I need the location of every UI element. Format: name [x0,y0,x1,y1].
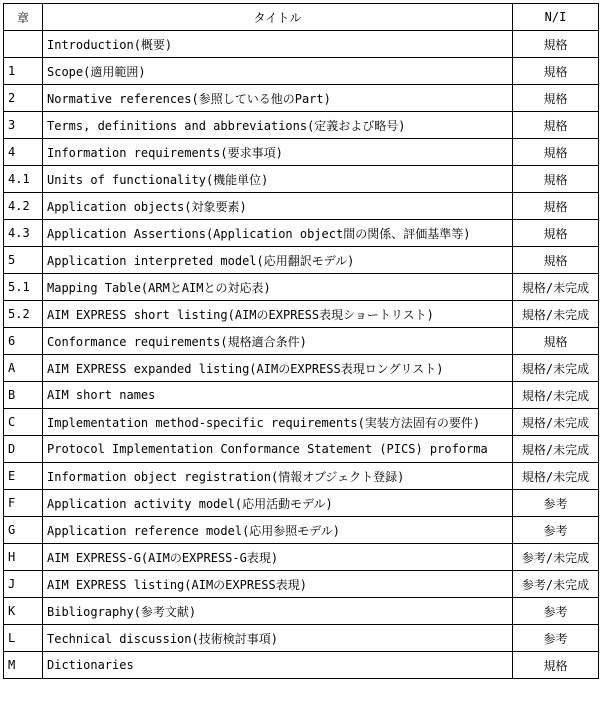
title-cell: AIM EXPRESS-G(AIMのEXPRESS-G表現) [43,544,513,571]
table-row [4,193,599,220]
header-row [4,4,599,31]
ni-cell: 規格 [513,652,599,679]
title-cell: Application activity model(応用活動モデル) [43,490,513,517]
spec-table [3,3,599,679]
ni-cell: 規格/未完成 [513,301,599,328]
chapter-cell: 5.1 [4,274,43,301]
chapter-cell: L [4,625,43,652]
chapter-cell: M [4,652,43,679]
title-cell: Conformance requirements(規格適合条件) [43,328,513,355]
ni-cell: 規格/未完成 [513,274,599,301]
ni-cell: 参考/未完成 [513,571,599,598]
chapter-cell: J [4,571,43,598]
table-row [4,517,599,544]
ni-cell: 参考 [513,625,599,652]
title-cell: Mapping Table(ARMとAIMとの対応表) [43,274,513,301]
title-cell: Information object registration(情報オブジェクト登録) [43,463,513,490]
header-title: タイトル [43,4,513,31]
title-cell: Application reference model(応用参照モデル) [43,517,513,544]
table-row [4,571,599,598]
ni-cell: 参考 [513,598,599,625]
title-cell: Implementation method-specific requirements(実装方法固有の要件) [43,409,513,436]
table-row [4,85,599,112]
chapter-cell: 4.2 [4,193,43,220]
chapter-cell: 3 [4,112,43,139]
chapter-cell: 5 [4,247,43,274]
title-cell: AIM EXPRESS short listing(AIMのEXPRESS表現ショートリスト) [43,301,513,328]
chapter-cell: H [4,544,43,571]
table-row [4,409,599,436]
ni-cell: 規格 [513,220,599,247]
ni-cell: 規格 [513,166,599,193]
chapter-cell: 4 [4,139,43,166]
table-row [4,301,599,328]
title-cell: AIM EXPRESS listing(AIMのEXPRESS表現) [43,571,513,598]
ni-cell: 規格 [513,193,599,220]
table-row [4,490,599,517]
ni-cell: 規格 [513,85,599,112]
chapter-cell: B [4,382,43,409]
title-cell: Units of functionality(機能単位) [43,166,513,193]
title-cell: Application objects(対象要素) [43,193,513,220]
chapter-cell: 1 [4,58,43,85]
title-cell: Application interpreted model(応用翻訳モデル) [43,247,513,274]
chapter-cell: 6 [4,328,43,355]
table-row [4,220,599,247]
header-chapter: 章 [4,4,43,31]
table-row [4,247,599,274]
ni-cell: 参考 [513,517,599,544]
header-ni: N/I [513,4,599,31]
ni-cell: 規格/未完成 [513,382,599,409]
table-row [4,274,599,301]
chapter-cell: F [4,490,43,517]
chapter-cell: E [4,463,43,490]
title-cell: Scope(適用範囲) [43,58,513,85]
ni-cell: 規格 [513,112,599,139]
ni-cell: 参考/未完成 [513,544,599,571]
chapter-cell: 5.2 [4,301,43,328]
ni-cell: 規格 [513,328,599,355]
table-row [4,625,599,652]
table-row [4,436,599,463]
ni-cell: 規格/未完成 [513,436,599,463]
table-row [4,139,599,166]
table-row [4,598,599,625]
chapter-cell: D [4,436,43,463]
title-cell: Application Assertions(Application object間の関係、評価基準等) [43,220,513,247]
chapter-cell: 4.1 [4,166,43,193]
chapter-cell: K [4,598,43,625]
ni-cell: 規格 [513,139,599,166]
table-row [4,166,599,193]
title-cell: Information requirements(要求事項) [43,139,513,166]
table-row [4,58,599,85]
ni-cell: 規格 [513,58,599,85]
chapter-cell: C [4,409,43,436]
table-row [4,355,599,382]
table-row [4,112,599,139]
table-row [4,382,599,409]
chapter-cell [4,31,43,58]
table-row [4,328,599,355]
ni-cell: 規格/未完成 [513,409,599,436]
ni-cell: 規格 [513,31,599,58]
table-row [4,31,599,58]
title-cell: AIM EXPRESS expanded listing(AIMのEXPRESS表現ロングリスト) [43,355,513,382]
chapter-cell: 2 [4,85,43,112]
ni-cell: 規格 [513,247,599,274]
chapter-cell: A [4,355,43,382]
title-cell: Technical discussion(技術検討事項) [43,625,513,652]
title-cell: Introduction(概要) [43,31,513,58]
ni-cell: 参考 [513,490,599,517]
chapter-cell: 4.3 [4,220,43,247]
ni-cell: 規格/未完成 [513,463,599,490]
title-cell: Bibliography(参考文献) [43,598,513,625]
table-row [4,544,599,571]
title-cell: Dictionaries [43,652,513,679]
title-cell: AIM short names [43,382,513,409]
ni-cell: 規格/未完成 [513,355,599,382]
title-cell: Normative references(参照している他のPart) [43,85,513,112]
chapter-cell: G [4,517,43,544]
table-row [4,652,599,679]
title-cell: Protocol Implementation Conformance Statement (PICS) proforma [43,436,513,463]
title-cell: Terms, definitions and abbreviations(定義および略号) [43,112,513,139]
table-row [4,463,599,490]
